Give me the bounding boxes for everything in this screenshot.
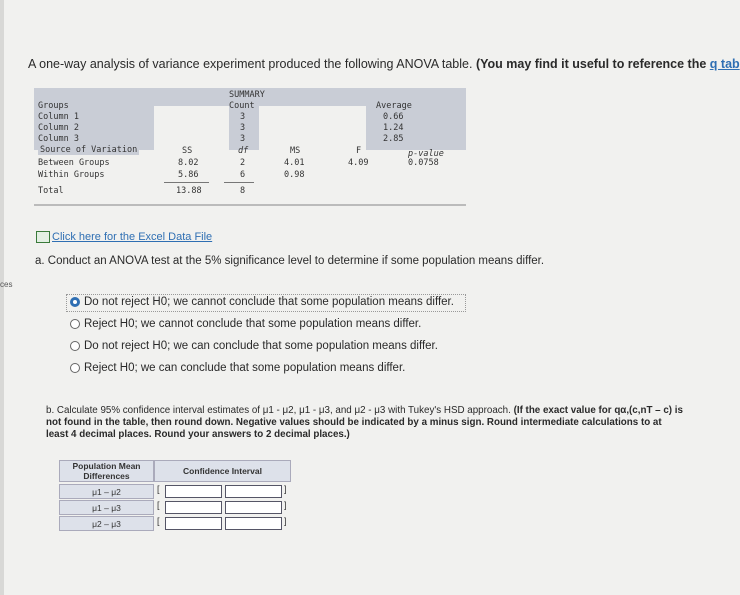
bracket-open: [: [157, 484, 160, 494]
group-average: 2.85: [383, 134, 404, 144]
average-header: Average: [376, 101, 412, 111]
df-value: 6: [240, 170, 246, 180]
total-rule: [164, 182, 209, 183]
excel-file-icon: [36, 231, 50, 243]
group-count: 3: [240, 112, 246, 122]
sidebar-fragment: ces: [0, 280, 13, 289]
average-band: [366, 88, 466, 150]
answer-option[interactable]: [70, 296, 454, 308]
ci-header: Confidence Interval: [154, 460, 291, 482]
group-average: 0.66: [383, 112, 404, 122]
source-name: Between Groups: [38, 158, 110, 168]
bracket-close: ]: [284, 484, 287, 494]
answer-option[interactable]: [70, 340, 438, 352]
question-b-text: b. Calculate 95% confidence interval estimates of μ1 - μ2, μ1 - μ3, and μ2 - μ3 with Tukey's HSD approach.: [46, 405, 511, 416]
p-value-header: p-value: [408, 149, 444, 159]
anova-table: [34, 88, 466, 208]
group-name: Column 2: [38, 123, 79, 133]
option-label: Do not reject H0; we cannot conclude that some population means differ.: [84, 296, 454, 308]
group-average: 1.24: [383, 123, 404, 133]
group-count: 3: [240, 123, 246, 133]
ss-value: 13.88: [176, 186, 202, 196]
source-name: Within Groups: [38, 170, 105, 180]
radio-unselected[interactable]: [70, 319, 80, 329]
group-count: 3: [240, 134, 246, 144]
row-label: μ2 – μ3: [59, 516, 154, 531]
ss-value: 5.86: [178, 170, 199, 180]
question-b-instructions: (If the exact value for qα,(c,nT – c) is not found in the table, then round down. Negative values should be indicated by a minus sign. Round intermediate calculations to at least 4 decimal places. Round your answers to 2 decimal places.): [46, 405, 683, 440]
radio-unselected[interactable]: [70, 363, 80, 373]
question-intro: [28, 57, 740, 71]
intro-bold: (You may find it useful to reference the: [475, 57, 707, 71]
count-header: Count: [229, 101, 255, 111]
radio-selected[interactable]: [70, 297, 80, 307]
radio-unselected[interactable]: [70, 341, 80, 351]
f-header: F: [356, 146, 362, 156]
source-name: Total: [38, 186, 64, 196]
ss-header: SS: [182, 146, 193, 156]
ci-upper-input[interactable]: [225, 485, 282, 498]
intro-text: A one-way analysis of variance experiment produced the following ANOVA table.: [28, 57, 473, 71]
question-a: a. Conduct an ANOVA test at the 5% significance level to determine if some population means differ.: [35, 255, 545, 267]
ci-lower-input[interactable]: [165, 517, 222, 530]
df-header: df: [238, 146, 249, 156]
ms-value: 4.01: [284, 158, 305, 168]
bracket-close: ]: [284, 516, 287, 526]
bracket-close: ]: [284, 500, 287, 510]
answer-option[interactable]: [70, 362, 405, 374]
group-name: Column 1: [38, 112, 79, 122]
ms-header: MS: [290, 146, 301, 156]
df-value: 8: [240, 186, 246, 196]
option-label: Reject H0; we can conclude that some population means differ.: [84, 362, 406, 374]
f-value: 4.09: [348, 158, 369, 168]
ci-upper-input[interactable]: [225, 501, 282, 514]
source-header: Source of Variation: [40, 145, 138, 155]
total-rule: [224, 182, 254, 183]
option-label: Do not reject H0; we can conclude that some population means differ.: [84, 340, 438, 352]
table-bottom-rule: [34, 204, 466, 206]
p-value: 0.0758: [408, 158, 439, 168]
group-name: Column 3: [38, 134, 79, 144]
ss-value: 8.02: [178, 158, 199, 168]
row-label: μ1 – μ2: [59, 484, 154, 499]
option-label: Reject H0; we cannot conclude that some population means differ.: [84, 318, 422, 330]
excel-data-file-link[interactable]: Click here for the Excel Data File: [52, 231, 213, 243]
bracket-open: [: [157, 516, 160, 526]
tukey-table: [59, 460, 291, 530]
ms-value: 0.98: [284, 170, 305, 180]
ci-lower-input[interactable]: [165, 501, 222, 514]
left-edge: [0, 0, 4, 595]
row-label: μ1 – μ3: [59, 500, 154, 515]
diff-header: Population Mean Differences: [59, 460, 154, 482]
ci-lower-input[interactable]: [165, 485, 222, 498]
question-b: [46, 405, 686, 441]
answer-option[interactable]: [70, 318, 421, 330]
bracket-open: [: [157, 500, 160, 510]
ci-upper-input[interactable]: [225, 517, 282, 530]
summary-title: SUMMARY: [229, 90, 265, 100]
groups-header: Groups: [38, 101, 69, 111]
df-value: 2: [240, 158, 246, 168]
reference-tab-link[interactable]: q tab: [709, 57, 740, 71]
